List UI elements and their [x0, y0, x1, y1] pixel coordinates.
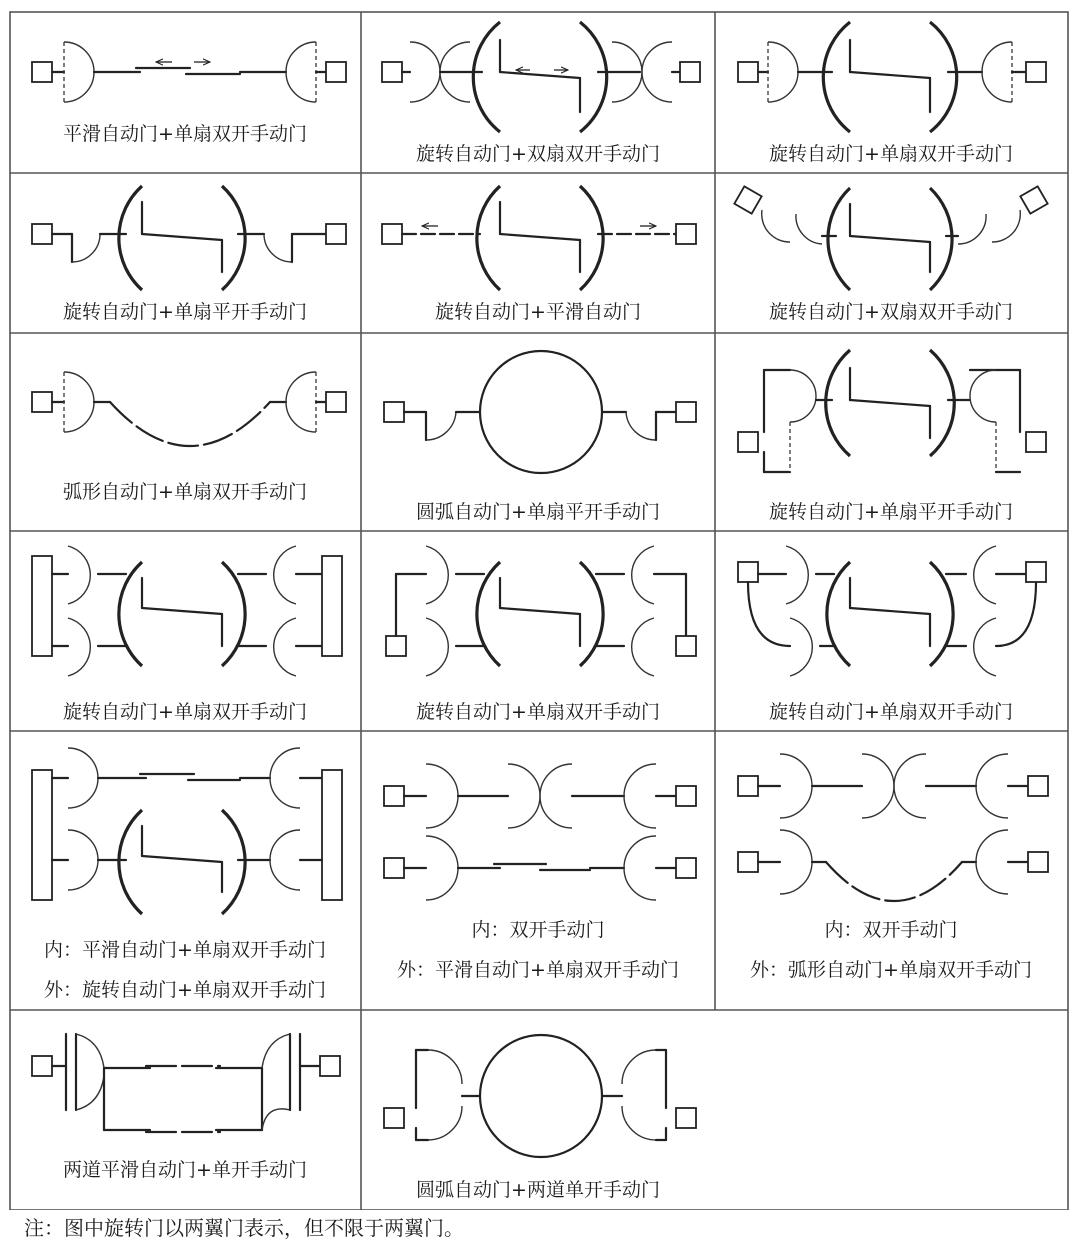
caption-cell-14-inner: 内：双开手动门 — [471, 919, 605, 941]
caption-cell-3: 旋转自动门+单扇双开手动门 — [769, 143, 1013, 165]
caption-cell-7: 弧形自动门+单扇双开手动门 — [63, 481, 307, 503]
caption-cell-15-inner: 内：双开手动门 — [824, 919, 958, 941]
caption-cell-4: 旋转自动门+单扇平开手动门 — [63, 301, 307, 323]
caption-cell-12: 旋转自动门+单扇双开手动门 — [769, 701, 1013, 723]
caption-cell-11: 旋转自动门+单扇双开手动门 — [416, 701, 660, 723]
caption-cell-9: 旋转自动门+单扇平开手动门 — [769, 501, 1013, 523]
caption-cell-17: 圆弧自动门+两道单开手动门 — [416, 1179, 660, 1201]
diagram-cell-3 — [738, 22, 1046, 132]
caption-cell-5: 旋转自动门+平滑自动门 — [435, 301, 641, 323]
diagram-cell-4 — [32, 186, 346, 290]
diagram-cell-11 — [386, 546, 696, 676]
diagram-cell-1 — [32, 42, 346, 102]
diagram-cell-16 — [32, 1034, 340, 1132]
footnote: 注：图中旋转门以两翼门表示，但不限于两翼门。 — [24, 1216, 464, 1240]
diagram-cell-14 — [384, 764, 696, 900]
caption-cell-6: 旋转自动门+双扇双开手动门 — [769, 301, 1013, 323]
diagram-cell-7 — [32, 372, 346, 446]
caption-cell-2: 旋转自动门+双扇双开手动门 — [416, 143, 660, 165]
diagram-cell-10 — [32, 546, 342, 676]
diagram-cell-13 — [32, 748, 342, 914]
caption-cell-1: 平滑自动门+单扇双开手动门 — [63, 123, 307, 145]
caption-cell-13-outer: 外：旋转自动门+单扇双开手动门 — [44, 979, 326, 1001]
diagram-cell-5 — [382, 186, 696, 290]
diagram-cell-9 — [738, 350, 1046, 472]
diagram-cell-6 — [734, 186, 1047, 290]
caption-cell-13-inner: 内：平滑自动门+单扇双开手动门 — [44, 939, 326, 961]
caption-cell-8: 圆弧自动门+单扇平开手动门 — [416, 501, 660, 523]
caption-cell-15-outer: 外：弧形自动门+单扇双开手动门 — [750, 959, 1032, 981]
caption-cell-10: 旋转自动门+单扇双开手动门 — [63, 701, 307, 723]
diagram-cell-8 — [384, 351, 696, 473]
diagram-cell-2 — [382, 22, 700, 132]
diagram-cell-15 — [738, 754, 1048, 901]
caption-cell-16: 两道平滑自动门+单开手动门 — [63, 1159, 307, 1181]
diagram-cell-12 — [738, 546, 1046, 676]
caption-cell-14-outer: 外：平滑自动门+单扇双开手动门 — [397, 959, 679, 981]
diagram-cell-17 — [384, 1035, 696, 1157]
